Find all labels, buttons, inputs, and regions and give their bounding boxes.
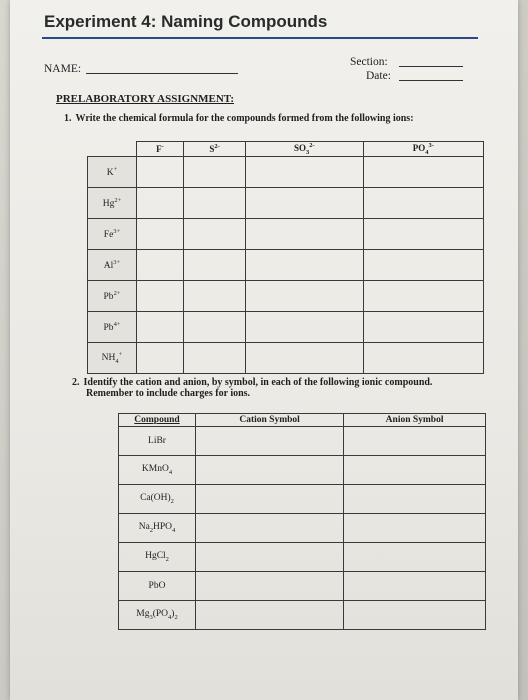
cation-answer-cell[interactable] bbox=[196, 485, 344, 514]
compound-header: Compound bbox=[119, 414, 196, 427]
answer-cell[interactable] bbox=[246, 249, 364, 280]
answer-cell[interactable] bbox=[184, 156, 246, 187]
table-row bbox=[88, 342, 484, 373]
question-1-text: Write the chemical formula for the compounds formed from the following ions: bbox=[75, 113, 414, 124]
question-1-number: 1. bbox=[64, 113, 72, 124]
name-label: NAME: bbox=[44, 63, 82, 75]
answer-cell[interactable] bbox=[184, 342, 246, 373]
anion-answer-cell[interactable] bbox=[344, 514, 486, 543]
compound-label: PbO bbox=[119, 572, 196, 601]
anion-header-3: $PO_4^{3-}$ bbox=[363, 142, 483, 157]
cation-label: $NH_4^+$ bbox=[88, 342, 137, 373]
compound-label: $Na_2HPO_4$ bbox=[119, 514, 196, 543]
anion-answer-cell[interactable] bbox=[344, 601, 486, 630]
cation-answer-cell[interactable] bbox=[196, 514, 344, 543]
table-row bbox=[88, 187, 484, 218]
table-row bbox=[119, 456, 486, 485]
anion-header-0: F- bbox=[137, 142, 184, 157]
cation-label: $Pb^{4+}$ bbox=[88, 311, 137, 342]
answer-cell[interactable] bbox=[363, 311, 483, 342]
answer-cell[interactable] bbox=[246, 342, 364, 373]
anion-answer-cell[interactable] bbox=[344, 456, 486, 485]
table-row bbox=[88, 311, 484, 342]
table-row bbox=[88, 218, 484, 249]
table-row bbox=[119, 514, 486, 543]
compound-ion-table bbox=[118, 413, 486, 630]
question-2-line1: Identify the cation and anion, by symbol, in each of the following ionic compound. bbox=[83, 377, 433, 388]
answer-cell[interactable] bbox=[246, 280, 364, 311]
answer-cell[interactable] bbox=[184, 249, 246, 280]
cation-label: $Pb^{2+}$ bbox=[88, 280, 137, 311]
page-title: Experiment 4: Naming Compounds bbox=[44, 12, 328, 31]
anion-answer-cell[interactable] bbox=[344, 427, 486, 456]
answer-cell[interactable] bbox=[184, 311, 246, 342]
answer-cell[interactable] bbox=[137, 280, 184, 311]
answer-cell[interactable] bbox=[246, 218, 364, 249]
answer-cell[interactable] bbox=[246, 187, 364, 218]
anion-header-2: $SO_3^{2-}$ bbox=[246, 142, 364, 157]
cation-label: $Al^{3+}$ bbox=[88, 249, 137, 280]
compound-label: KMnO$_4$ bbox=[119, 456, 196, 485]
date-line[interactable] bbox=[399, 80, 463, 81]
compound-header-row bbox=[119, 414, 486, 427]
ion-formula-table bbox=[87, 141, 484, 374]
compound-label: HgCl$_2$ bbox=[119, 543, 196, 572]
section-label: Section: bbox=[350, 56, 388, 68]
compound-label: $Mg_3(PO_4)_2$ bbox=[119, 601, 196, 630]
cation-answer-cell[interactable] bbox=[196, 427, 344, 456]
worksheet-page bbox=[10, 0, 518, 700]
answer-cell[interactable] bbox=[137, 187, 184, 218]
answer-cell[interactable] bbox=[363, 156, 483, 187]
table-corner bbox=[88, 142, 137, 157]
question-2-line2: Remember to include charges for ions. bbox=[86, 388, 251, 399]
anion-answer-cell[interactable] bbox=[344, 572, 486, 601]
anion-answer-cell[interactable] bbox=[344, 543, 486, 572]
answer-cell[interactable] bbox=[363, 218, 483, 249]
answer-cell[interactable] bbox=[363, 187, 483, 218]
answer-cell[interactable] bbox=[246, 311, 364, 342]
answer-cell[interactable] bbox=[137, 342, 184, 373]
section-line[interactable] bbox=[399, 66, 463, 67]
table-row bbox=[88, 156, 484, 187]
answer-cell[interactable] bbox=[363, 342, 483, 373]
cation-answer-cell[interactable] bbox=[196, 456, 344, 485]
cation-label: K+ bbox=[88, 156, 137, 187]
title-rule bbox=[42, 37, 478, 39]
date-label: Date: bbox=[366, 70, 391, 82]
answer-cell[interactable] bbox=[184, 280, 246, 311]
answer-cell[interactable] bbox=[363, 280, 483, 311]
table-row bbox=[119, 543, 486, 572]
anion-header-row bbox=[88, 142, 484, 157]
table-row bbox=[119, 601, 486, 630]
prelab-heading: PRELABORATORY ASSIGNMENT: bbox=[56, 93, 234, 105]
compound-label: LiBr bbox=[119, 427, 196, 456]
answer-cell[interactable] bbox=[137, 249, 184, 280]
answer-cell[interactable] bbox=[137, 311, 184, 342]
cation-symbol-header: Cation Symbol bbox=[196, 414, 344, 427]
compound-label: $Ca(OH)_2$ bbox=[119, 485, 196, 514]
name-line[interactable] bbox=[86, 73, 238, 74]
question-1 bbox=[64, 113, 414, 124]
cation-answer-cell[interactable] bbox=[196, 543, 344, 572]
answer-cell[interactable] bbox=[137, 156, 184, 187]
question-2 bbox=[72, 377, 432, 399]
table-row bbox=[119, 485, 486, 514]
cation-label: $Hg^{2+}$ bbox=[88, 187, 137, 218]
table-row bbox=[119, 427, 486, 456]
question-2-number: 2. bbox=[72, 377, 80, 388]
cation-answer-cell[interactable] bbox=[196, 601, 344, 630]
anion-answer-cell[interactable] bbox=[344, 485, 486, 514]
answer-cell[interactable] bbox=[184, 218, 246, 249]
answer-cell[interactable] bbox=[184, 187, 246, 218]
anion-header-1: $S^{2-}$ bbox=[184, 142, 246, 157]
anion-symbol-header: Anion Symbol bbox=[344, 414, 486, 427]
table-row bbox=[88, 249, 484, 280]
answer-cell[interactable] bbox=[363, 249, 483, 280]
cation-answer-cell[interactable] bbox=[196, 572, 344, 601]
table-row bbox=[119, 572, 486, 601]
table-row bbox=[88, 280, 484, 311]
answer-cell[interactable] bbox=[246, 156, 364, 187]
answer-cell[interactable] bbox=[137, 218, 184, 249]
cation-label: $Fe^{3+}$ bbox=[88, 218, 137, 249]
